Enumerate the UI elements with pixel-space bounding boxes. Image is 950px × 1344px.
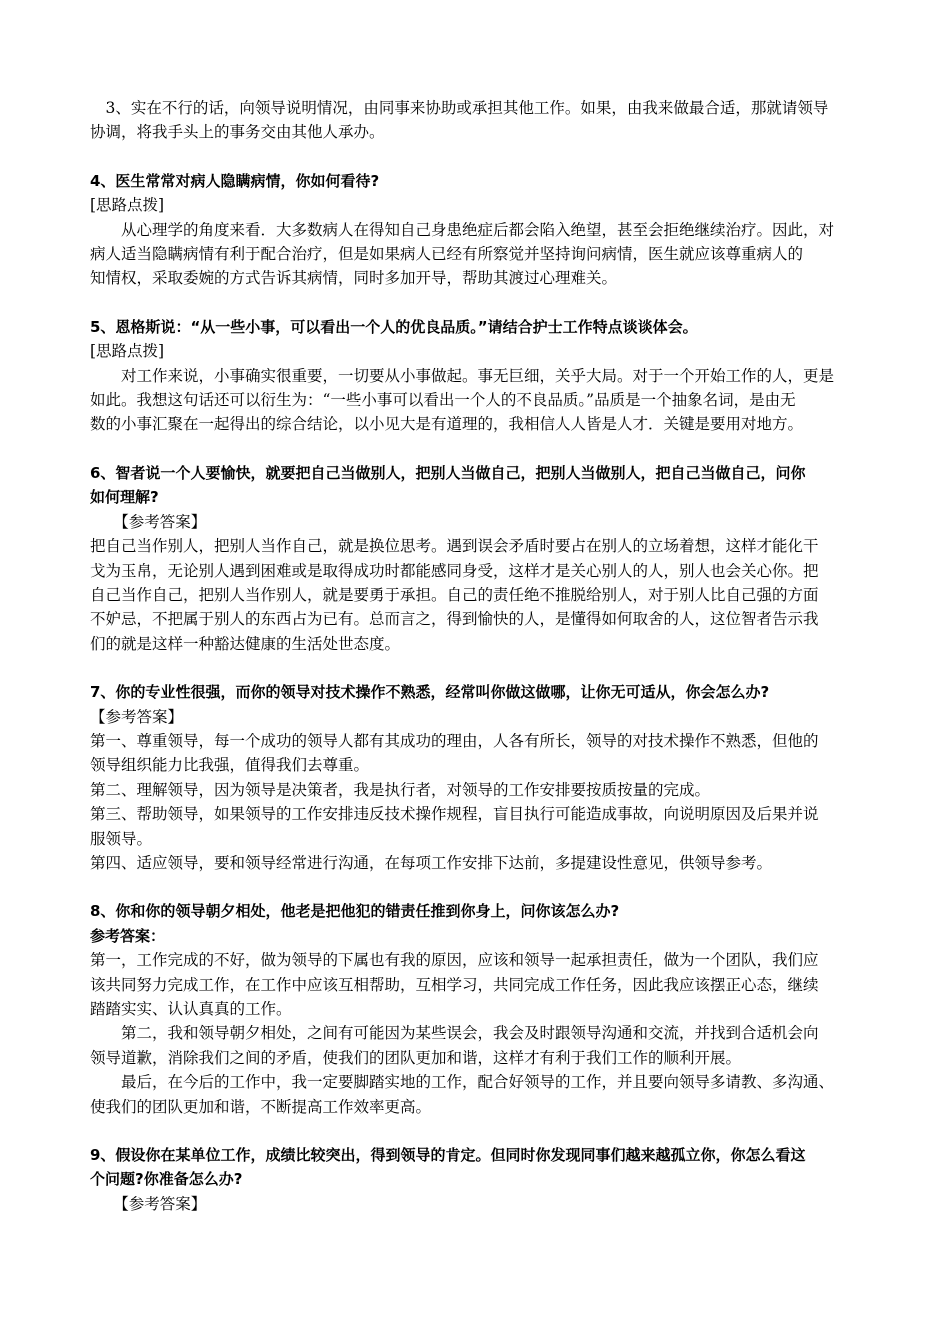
paragraph-gap: [90, 875, 862, 899]
paragraph-line: 服领导。: [90, 829, 153, 848]
paragraph-line: 第三、帮助领导，如果领导的工作安排违反技术操作规程，盲目执行可能造成事故，向说明原因及后果并说: [90, 805, 819, 824]
paragraph-line: 从心理学的角度来看．大多数病人在得知自己身患绝症后都会陷入绝望，甚至会拒绝继续治疗。因此，对: [90, 220, 835, 239]
question-5-section: [90, 315, 862, 437]
document-page: [90, 96, 862, 1216]
answer-label: 【参考答案】: [90, 707, 184, 726]
paragraph-gap: [90, 1119, 862, 1143]
question-heading: 如何理解?: [90, 488, 159, 507]
question-heading: 8、你和你的领导朝夕相处，他老是把他犯的错责任推到你身上，问你该怎么办?: [90, 902, 620, 921]
paragraph-line: 病人适当隐瞒病情有利于配合治疗，但是如果病人已经有所察觉并坚持询问病情，医生就应该尊重病人的: [90, 245, 804, 264]
paragraph-line: 如此。我想这句话还可以衍生为：“一些小事可以看出一个人的不良品质。”品质是一个抽象名词，是由无: [90, 391, 796, 410]
paragraph-line: 第一，工作完成的不好，做为领导的下属也有我的原因，应该和领导一起承担责任，做为一个团队，我们应: [90, 951, 819, 970]
paragraph-gap: [90, 145, 862, 169]
paragraph-line: 戈为玉帛，无论别人遇到困难或是取得成功时都能感同身受，这样才是关心别人的人，别人也会关心你。把: [90, 561, 819, 580]
paragraph-line: 领导道歉，消除我们之间的矛盾，使我们的团队更加和谐，这样才有利于我们工作的顺利开展。: [90, 1048, 742, 1067]
paragraph-line: 该共同努力完成工作，在工作中应该互相帮助，互相学习，共同完成工作任务，因此我应该摆正心态，继续: [90, 975, 819, 994]
paragraph-line: 数的小事汇聚在一起得出的综合结论，以小见大是有道理的，我相信人人皆是人才．关键是要用对地方。: [90, 415, 804, 434]
paragraph-line: 把自己当作别人，把别人当作自己，就是换位思考。遇到误会矛盾时要占在别人的立场着想，这样才能化干: [90, 537, 819, 556]
paragraph-line: 最后，在今后的工作中，我一定要脚踏实地的工作，配合好领导的工作，并且要向领导多请教、多沟通、: [90, 1073, 835, 1092]
question-heading: 6、智者说一个人要愉快，就要把自己当做别人，把别人当做自己，把别人当做别人，把自己当做自己，问你: [90, 463, 806, 482]
question-heading: 4、医生常常对病人隐瞒病情，你如何看待?: [90, 171, 380, 190]
question-heading: 个问题?你准备怎么办?: [90, 1170, 243, 1189]
hint-label: [思路点拨]: [90, 196, 165, 215]
answer-label: 【参考答案】: [90, 1194, 207, 1213]
question-4-section: [90, 169, 862, 291]
answer-label: 参考答案：: [90, 926, 166, 945]
paragraph-line: 第二，我和领导朝夕相处，之间有可能因为某些误会，我会及时跟领导沟通和交流，并找到合适机会向: [90, 1024, 819, 1043]
paragraph-line: 第四、适应领导，要和领导经常进行沟通，在每项工作安排下达前，多提建设性意见，供领导参考。: [90, 853, 773, 872]
paragraph-gap: [90, 291, 862, 315]
paragraph-line: 领导组织能力比我强，值得我们去尊重。: [90, 756, 370, 775]
paragraph-line: 踏踏实实、认认真真的工作。: [90, 1000, 292, 1018]
paragraph-line: 对工作来说，小事确实很重要，一切要从小事做起。事无巨细，关乎大局。对于一个开始工作的人，更是: [90, 366, 835, 385]
question-9-section: [90, 1143, 862, 1216]
paragraph-line: 第二、理解领导，因为领导是决策者，我是执行者，对领导的工作安排要按质按量的完成。: [90, 780, 711, 799]
paragraph-line: 自己当作自己，把别人当作别人，就是要勇于承担。自己的责任绝不推脱给别人，对于别人比自己强的方面: [90, 585, 819, 604]
answer-label: 【参考答案】: [90, 512, 207, 531]
question-heading: 5、恩格斯说：“从一些小事，可以看出一个人的优良品质。”请结合护士工作特点谈谈体会。: [90, 317, 698, 336]
q3-continuation: [90, 96, 862, 145]
paragraph-line: 第一、尊重领导，每一个成功的领导人都有其成功的理由，人各有所长，领导的对技术操作不熟悉，但他的: [90, 731, 819, 750]
paragraph-line: 知情权，采取委婉的方式告诉其病情，同时多加开导，帮助其渡过心理难关。: [90, 269, 618, 288]
paragraph-line: 3、实在不行的话，向领导说明情况，由同事来协助或承担其他工作。如果，由我来做最合适，那就请领导: [90, 99, 829, 117]
paragraph-gap: [90, 437, 862, 461]
paragraph-line: 使我们的团队更加和谐，不断提高工作效率更高。: [90, 1097, 432, 1116]
paragraph-gap: [90, 656, 862, 680]
paragraph-line: 们的就是这样一种豁达健康的生活处世态度。: [90, 634, 401, 653]
question-8-section: [90, 899, 862, 1119]
question-7-section: [90, 680, 862, 875]
question-heading: 9、假设你在某单位工作，成绩比较突出，得到领导的肯定。但同时你发现同事们越来越孤立你，你怎么看这: [90, 1146, 806, 1165]
question-6-section: [90, 461, 862, 656]
paragraph-line: 不妒忌，不把属于别人的东西占为已有。总而言之，得到愉快的人，是懂得如何取舍的人，这位智者告示我: [90, 610, 819, 629]
question-heading: 7、你的专业性很强，而你的领导对技术操作不熟悉，经常叫你做这做哪，让你无可适从，你会怎么办?: [90, 683, 770, 702]
hint-label: [思路点拨]: [90, 342, 165, 361]
paragraph-line: 协调，将我手头上的事务交由其他人承办。: [90, 123, 385, 142]
